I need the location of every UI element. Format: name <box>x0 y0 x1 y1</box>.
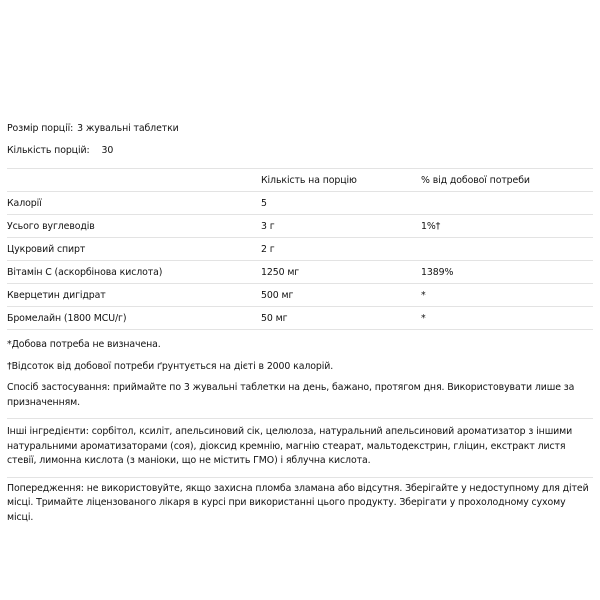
table-row <box>7 238 593 261</box>
supplement-facts-panel <box>7 118 593 525</box>
notes-section <box>7 338 593 525</box>
nutrient-amount: 50 мг <box>261 307 421 330</box>
header-daily-value: % від добової потреби <box>421 169 593 192</box>
nutrient-amount: 2 г <box>261 238 421 261</box>
table-row <box>7 192 593 215</box>
nutrient-name: Калорії <box>7 192 261 215</box>
table-row <box>7 284 593 307</box>
header-nutrient <box>7 169 261 192</box>
nutrient-name: Бромелайн (1800 MCU/г) <box>7 307 261 330</box>
table-header-row <box>7 169 593 192</box>
table-row <box>7 215 593 238</box>
servings-count-label: Кількість порцій: <box>7 145 90 156</box>
nutrient-amount: 5 <box>261 192 421 215</box>
nutrition-table <box>7 168 593 330</box>
serving-size-value: 3 жувальні таблетки <box>77 123 179 134</box>
servings-count-line <box>7 140 593 162</box>
nutrient-daily-value: * <box>421 307 593 330</box>
nutrient-daily-value: * <box>421 284 593 307</box>
table-row <box>7 261 593 284</box>
percent-basis-note: †Відсоток від добової потреби ґрунтується на дієті в 2000 калорій. <box>7 360 334 372</box>
nutrient-amount: 1250 мг <box>261 261 421 284</box>
nutrient-amount: 500 мг <box>261 284 421 307</box>
header-amount: Кількість на порцію <box>261 169 421 192</box>
servings-count-value: 30 <box>101 145 114 156</box>
nutrient-name: Вітамін C (аскорбінова кислота) <box>7 261 261 284</box>
serving-size-label: Розмір порції: <box>7 123 74 134</box>
nutrient-name: Кверцетин дигідрат <box>7 284 261 307</box>
table-row <box>7 307 593 330</box>
nutrient-name: Усього вуглеводів <box>7 215 261 238</box>
nutrient-daily-value <box>421 238 593 261</box>
serving-size-line <box>7 118 593 140</box>
nutrient-daily-value: 1%† <box>421 215 593 238</box>
usage-directions: Спосіб застосування: приймайте по 3 жувальні таблетки на день, бажано, протягом дня. Використовувати лише за призначенням. <box>7 382 575 408</box>
nutrient-amount: 3 г <box>261 215 421 238</box>
nutrient-daily-value: 1389% <box>421 261 593 284</box>
nutrient-name: Цукровий спирт <box>7 238 261 261</box>
daily-value-not-established-note: *Добова потреба не визначена. <box>7 339 161 350</box>
divider <box>7 477 593 478</box>
other-ingredients: Інші інгредієнти: сорбітол, ксиліт, апельсиновий сік, целюлоза, натуральний апельсиновий ароматизатор з іншими натуральними ароматизаторами (соя), діоксид кремнію, магнію стеарат, мальтодекстрин, гліцин, екстракт листя стевії, лимонна кислота (з маніоки, що не містить ГМО) і яблучна кислота. <box>7 426 573 466</box>
divider <box>7 418 593 419</box>
nutrient-daily-value <box>421 192 593 215</box>
warning-text: Попередження: не використовуйте, якщо захисна пломба зламана або відсутня. Зберігайте у недоступному для дітей місці. Тримайте ліцензованого лікаря в курсі при використанні цього продукту. Зберігати у прохолодному сухому місці. <box>7 482 589 523</box>
